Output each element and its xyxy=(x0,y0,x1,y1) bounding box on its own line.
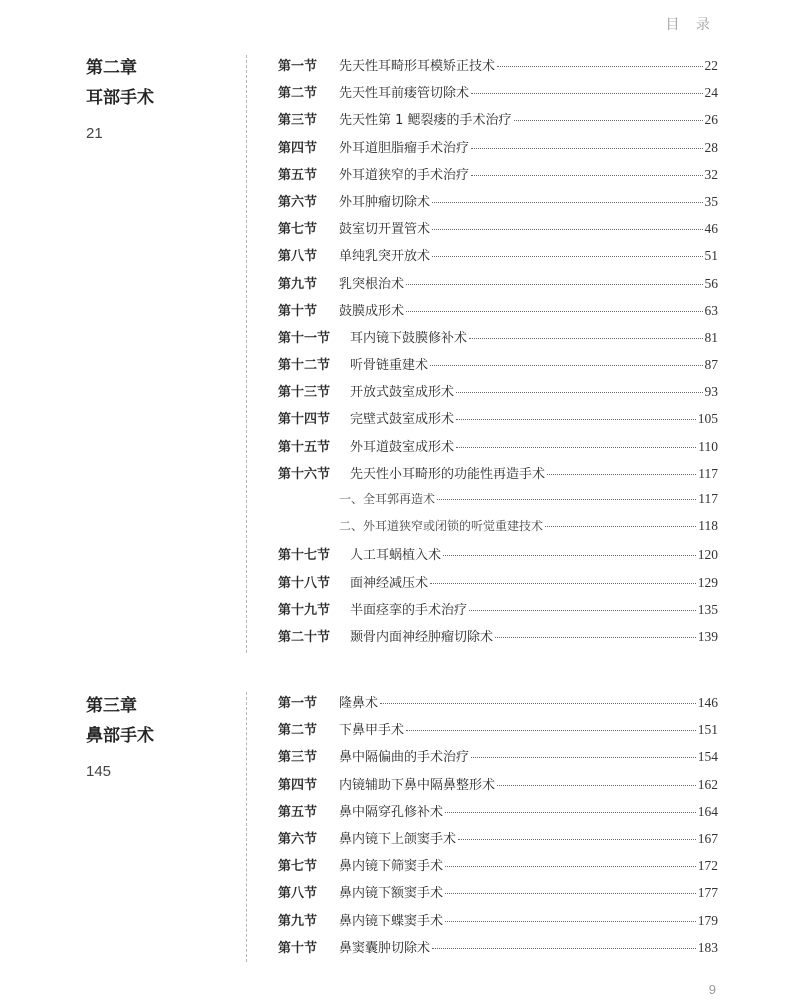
section-page: 135 xyxy=(697,601,718,617)
toc-entry xyxy=(278,191,718,218)
section-title: 鼻窦囊肿切除术 xyxy=(339,940,431,956)
dot-leader xyxy=(445,893,696,894)
section-title: 半面痉挛的手术治疗 xyxy=(350,602,468,618)
section-title: 鼻内镜下筛窦手术 xyxy=(339,859,444,875)
section-page: 28 xyxy=(704,139,718,155)
section-page: 118 xyxy=(698,518,718,534)
section-page: 117 xyxy=(698,465,718,481)
toc-entry xyxy=(278,599,718,626)
toc-entry xyxy=(278,692,718,719)
toc-entry xyxy=(278,544,718,571)
section-title: 先天性小耳畸形的功能性再造手术 xyxy=(350,466,546,482)
dot-leader xyxy=(497,66,702,67)
section-page: 164 xyxy=(697,803,718,819)
section-number: 第二十节 xyxy=(278,629,331,645)
toc-subentry xyxy=(278,490,718,517)
toc-entry xyxy=(278,774,718,801)
running-header-title: 目 录 xyxy=(665,17,716,33)
toc-subentry xyxy=(278,517,718,544)
section-page: 177 xyxy=(697,885,718,901)
section-number: 第十节 xyxy=(278,940,318,956)
section-number: 第九节 xyxy=(278,276,318,292)
dot-leader xyxy=(406,284,702,285)
section-title: 先天性耳前瘘管切除术 xyxy=(339,86,470,102)
section-title: 二、外耳道狭窄或闭锁的听觉重建技术 xyxy=(339,519,544,534)
section-title: 外耳道鼓室成形术 xyxy=(350,439,455,455)
section-number: 第三节 xyxy=(278,113,318,129)
dot-leader xyxy=(432,202,702,203)
section-title: 外耳道狭窄的手术治疗 xyxy=(339,167,470,183)
section-title: 听骨链重建术 xyxy=(350,358,429,374)
toc-entry xyxy=(278,82,718,109)
chapter-heading xyxy=(86,57,154,142)
section-number: 第十节 xyxy=(278,303,318,319)
dot-leader xyxy=(432,948,696,949)
section-title: 隆鼻术 xyxy=(339,696,379,711)
toc-entry xyxy=(278,746,718,773)
section-number: 第十五节 xyxy=(278,439,331,455)
section-number: 第九节 xyxy=(278,913,318,929)
dot-leader xyxy=(456,392,702,393)
toc-entry xyxy=(278,801,718,828)
section-page: 154 xyxy=(697,749,718,765)
dot-leader xyxy=(430,583,696,584)
section-title: 开放式鼓室成形术 xyxy=(350,385,455,401)
section-title: 完壁式鼓室成形术 xyxy=(350,412,455,428)
section-number: 第一节 xyxy=(278,696,318,711)
section-page: 51 xyxy=(704,248,718,264)
section-number: 第十七节 xyxy=(278,548,331,564)
toc-entry xyxy=(278,381,718,408)
toc-entry xyxy=(278,408,718,435)
toc-entry-list xyxy=(278,55,718,653)
section-number: 第十八节 xyxy=(278,575,331,591)
section-number: 第六节 xyxy=(278,194,318,210)
section-title: 先天性耳畸形耳模矫正技术 xyxy=(339,59,496,74)
dot-leader xyxy=(430,365,702,366)
section-title: 耳内镜下鼓膜修补术 xyxy=(350,330,468,346)
section-page: 24 xyxy=(704,85,718,101)
dot-leader xyxy=(406,311,702,312)
dot-leader xyxy=(445,812,696,813)
section-title: 外耳道胆脂瘤手术治疗 xyxy=(339,140,470,156)
section-number: 第十六节 xyxy=(278,466,331,482)
section-number: 第四节 xyxy=(278,140,318,156)
toc-entry xyxy=(278,55,718,82)
section-title: 鼻内镜下额窦手术 xyxy=(339,886,444,902)
section-number: 第二节 xyxy=(278,723,318,739)
section-number: 第二节 xyxy=(278,86,318,102)
dot-leader xyxy=(456,447,696,448)
section-page: 32 xyxy=(704,166,718,182)
page-number: 9 xyxy=(708,982,716,997)
toc-entry xyxy=(278,855,718,882)
toc-entry xyxy=(278,626,718,653)
section-title: 乳突根治术 xyxy=(339,276,405,292)
dot-leader xyxy=(495,637,696,638)
section-number: 第十一节 xyxy=(278,330,331,346)
section-title: 人工耳蜗植入术 xyxy=(350,548,442,564)
dot-leader xyxy=(380,703,696,704)
section-page: 87 xyxy=(704,357,718,373)
dot-leader xyxy=(471,757,696,758)
section-title: 鼻内镜下蝶窦手术 xyxy=(339,913,444,929)
dot-leader xyxy=(471,148,702,149)
section-number: 第八节 xyxy=(278,249,318,265)
section-number: 第八节 xyxy=(278,886,318,902)
chapter-page: 21 xyxy=(86,125,103,142)
chapter-divider xyxy=(246,692,248,962)
toc-entry xyxy=(278,463,718,490)
section-page: 110 xyxy=(698,438,718,454)
section-page: 183 xyxy=(697,939,718,955)
section-number: 第十九节 xyxy=(278,602,331,618)
toc-entry xyxy=(278,719,718,746)
section-page: 120 xyxy=(697,547,718,563)
section-page: 151 xyxy=(697,722,718,738)
toc-entry xyxy=(278,828,718,855)
toc-entry xyxy=(278,937,718,964)
toc-entry xyxy=(278,327,718,354)
chapter-page: 145 xyxy=(86,763,112,780)
dot-leader xyxy=(432,229,702,230)
section-number: 第七节 xyxy=(278,859,318,875)
section-number: 第五节 xyxy=(278,167,318,183)
section-number: 第五节 xyxy=(278,804,318,820)
dot-leader xyxy=(406,730,696,731)
toc-entry xyxy=(278,882,718,909)
toc-entry xyxy=(278,354,718,381)
dot-leader xyxy=(471,93,702,94)
section-title: 鼻中隔偏曲的手术治疗 xyxy=(339,750,470,766)
section-number: 第七节 xyxy=(278,222,318,238)
section-title: 下鼻甲手术 xyxy=(339,723,405,739)
toc-entry xyxy=(278,572,718,599)
toc-entry xyxy=(278,436,718,463)
chapter-number: 第二章 xyxy=(86,58,137,78)
section-number: 第四节 xyxy=(278,777,318,793)
chapter-number: 第三章 xyxy=(86,696,137,716)
section-page: 167 xyxy=(697,830,718,846)
toc-entry xyxy=(278,273,718,300)
dot-leader xyxy=(497,785,696,786)
section-number: 第十二节 xyxy=(278,358,331,374)
toc-entry xyxy=(278,910,718,937)
dot-leader xyxy=(456,419,696,420)
section-title: 颞骨内面神经肿瘤切除术 xyxy=(350,629,494,645)
chapter-title: 耳部手术 xyxy=(86,88,154,108)
section-page: 179 xyxy=(697,912,718,928)
dot-leader xyxy=(445,921,696,922)
section-number: 第十四节 xyxy=(278,412,331,428)
section-title: 鼓膜成形术 xyxy=(339,303,405,319)
chapter-heading xyxy=(86,695,154,780)
dot-leader xyxy=(437,499,696,500)
section-page: 26 xyxy=(704,112,718,128)
section-page: 56 xyxy=(704,275,718,291)
section-title: 鼓室切开置管术 xyxy=(339,222,431,238)
dot-leader xyxy=(443,555,696,556)
section-number: 第六节 xyxy=(278,831,318,847)
toc-entry xyxy=(278,109,718,136)
section-number: 第一节 xyxy=(278,59,318,74)
section-number: 第十三节 xyxy=(278,385,331,401)
section-page: 46 xyxy=(704,221,718,237)
toc-entry-list xyxy=(278,692,718,964)
section-page: 93 xyxy=(704,384,718,400)
section-title: 内镜辅助下鼻中隔鼻整形术 xyxy=(339,777,496,793)
dot-leader xyxy=(547,474,696,475)
section-title: 一、全耳郭再造术 xyxy=(339,492,436,506)
dot-leader xyxy=(545,526,696,527)
section-title: 鼻内镜下上颌窦手术 xyxy=(339,831,457,847)
section-page: 63 xyxy=(704,302,718,318)
section-title: 先天性第 1 鳃裂瘘的手术治疗 xyxy=(339,113,512,129)
section-page: 35 xyxy=(704,193,718,209)
chapter-title: 鼻部手术 xyxy=(86,726,154,746)
dot-leader xyxy=(469,610,696,611)
chapter-divider xyxy=(246,55,248,653)
dot-leader xyxy=(458,839,696,840)
section-page: 162 xyxy=(697,776,718,792)
section-page: 105 xyxy=(697,411,718,427)
section-page: 172 xyxy=(697,858,718,874)
section-page: 139 xyxy=(697,628,718,644)
section-title: 单纯乳突开放术 xyxy=(339,249,431,265)
dot-leader xyxy=(445,866,696,867)
toc-entry xyxy=(278,300,718,327)
section-page: 117 xyxy=(698,491,718,506)
dot-leader xyxy=(514,120,703,121)
section-page: 22 xyxy=(704,58,718,73)
dot-leader xyxy=(469,338,702,339)
dot-leader xyxy=(432,256,702,257)
section-title: 鼻中隔穿孔修补术 xyxy=(339,804,444,820)
section-title: 面神经减压术 xyxy=(350,575,429,591)
toc-entry xyxy=(278,164,718,191)
section-number: 第三节 xyxy=(278,750,318,766)
dot-leader xyxy=(471,175,702,176)
section-page: 129 xyxy=(697,574,718,590)
toc-entry xyxy=(278,218,718,245)
toc-entry xyxy=(278,245,718,272)
section-title: 外耳肿瘤切除术 xyxy=(339,194,431,210)
section-page: 146 xyxy=(697,695,718,710)
section-page: 81 xyxy=(704,329,718,345)
toc-entry xyxy=(278,137,718,164)
